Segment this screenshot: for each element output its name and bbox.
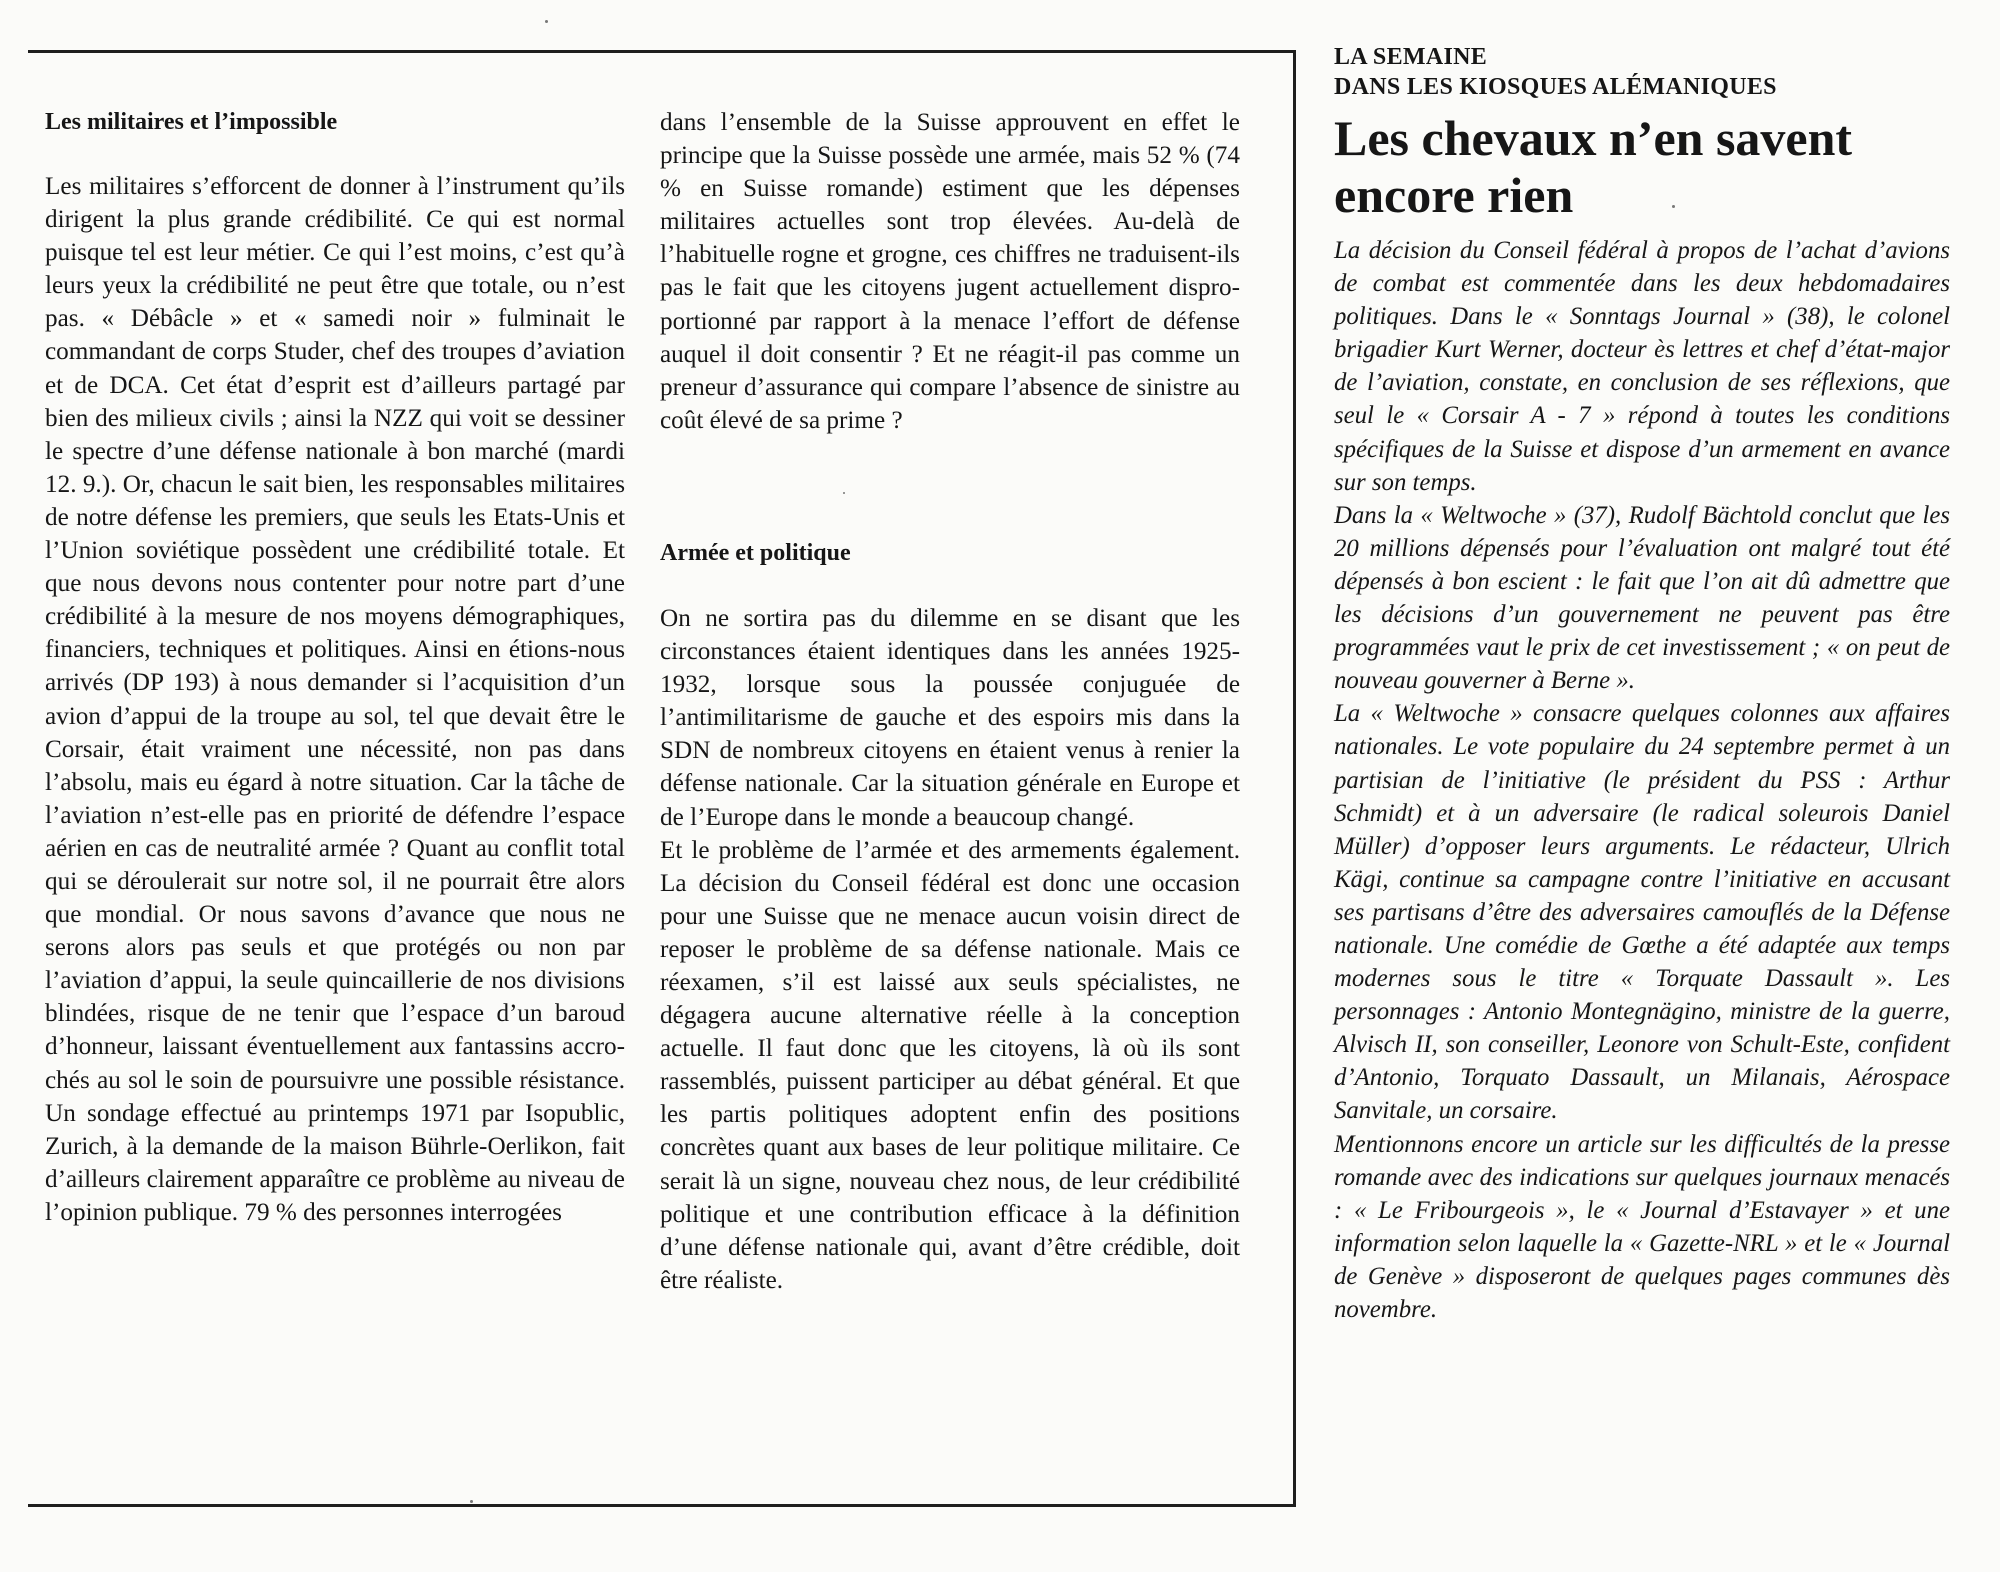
kicker-line-1: LA SEMAINE <box>1334 44 1488 70</box>
article-headline: Les chevaux n’en savent encore rien <box>1334 110 1853 223</box>
column-2-text-2: On ne sortira pas du dilemme en se disant que les circonstances étaient identiques dans les années 1925-1932, lorsque sous la poussée conjuguée de l’antimilitarisme de gauche et des espoirs mis dans la SDN de nombreux citoyens en étaient venus à renier la défense nationale. Car la situation générale en Europe et de l’Europe dans le monde a beaucoup changé. <box>660 604 1240 831</box>
kiosques-article <box>1334 42 1950 1326</box>
scan-speck <box>843 492 845 494</box>
subhead-militaires: Les militaires et l’impossible <box>45 109 338 135</box>
paragraph-1: La décision du Conseil fédéral à propos de l’achat d’avions de combat est commentée dans les deux hebdomadaires politiques. Dans le « Sonntags Journal » (38), le colonel brigadier Kurt Werner, docteur ès lettres et chef d’état-major de l’aviation, constate, en conclusion de ses réflexions, que seul le « Corsair A - 7 » répond à toutes les conditions spécifiques de la Suisse et dispose d’un armement en avance sur son temps. <box>1334 237 1950 496</box>
column-1-text: Les militaires s’efforcent de donner à l’instrument qu’ils dirigent la plus grande crédibilité. Ce qui est normal puisque tel est leur métier. Ce qui l’est moins, c’est qu’à leurs yeux la crédibilité ne peut être que totale, ou n’est pas. « Débâcle » et « samedi noir » fulminait le commandant de corps Studer, chef des troupes d’aviation et de DCA. Cet état d’esprit est d’ailleurs partagé par bien des milieux civils ; ainsi la NZZ qui voit se dessiner le spectre d’une défense nationale à bon marché (mardi 12. 9.). Or, chacun le sait bien, les responsables militaires de notre défense les premiers, que seuls les Etats-Unis et l’Union soviétique possèdent une crédibilité totale. Et que nous devons nous contenter pour notre part d’une crédibilité à la mesure de nos moyens démographiques, financiers, techniques et politiques. Ainsi en étions-nous arrivés (DP 193) à nous demander si l’acquisition d’un avion d’appui de la troupe au sol, tel que devait être le Corsair, était vraiment une nécessité, non pas dans l’absolu, mais eu égard à notre situation. Car la tâche de l’aviation n’est-elle pas en priorité de défendre l’espace aérien en cas de neutralité armée ? Quant au conflit total qui se déroulerait sur notre sol, il ne pourrait être alors que mondial. Or nous savons d’avance que nous ne serons alors pas seuls et que protégés ou non par l’aviation d’appui, la seule quincaillerie de nos divisions blindées, risque de ne tenir que l’espace d’un baroud d’honneur, laissant éventuellement aux fantassins accrochés au sol le soin de poursuivre une possible résistance. Un sondage effectué au printemps 1971 par Isopublic, Zurich, à la demande de la maison Bührle-Oerlikon, fait d’ailleurs clairement apparaître ce problème au niveau de l’opinion publique. 79 % des personnes interrogées <box>45 173 625 1226</box>
column-2-text-1: dans l’ensemble de la Suisse approuvent en effet le principe que la Suisse possède une armée, mais 52 % (74 % en Suisse romande) estiment que les dépenses militaires actuelles sont trop élevées. Au-delà de l’habituelle rogne et grogne, ces chiffres ne traduisent-ils pas le fait que les citoyens jugent actuellement disproportionné par rapport à la menace l’effort de défense auquel il doit consentir ? Et ne réagit-il pas comme un preneur d’assurance qui compare l’absence de sinistre au coût élevé de sa prime ? <box>660 109 1240 434</box>
scan-speck <box>470 1500 473 1503</box>
boxed-article <box>28 50 1296 1507</box>
scan-speck <box>545 20 548 23</box>
paragraph-2: Dans la « Weltwoche » (37), Rudolf Bächtold conclut que les 20 millions dépensés pour l’évaluation ont malgré tout été dépensés à bon escient : le fait que l’on ait dû admettre que les décisions d’un gouvernement ne peuvent pas être programmées vaut le prix de cet investissement ; « on peut de nouveau gouverner à Berne ». <box>1334 501 1950 695</box>
column-2-text-3: Et le problème de l’armée et des armements également. La décision du Conseil fédéral est donc une occasion pour une Suisse que ne menace aucun voisin direct de reposer le problème de sa défense nationale. Mais ce réexamen, s’il est laissé aux seuls spécialistes, ne dégagera aucune alternative réelle à la conception actuelle. Il faut donc que les citoyens, là où ils sont rassemblés, puissent participer au débat général. Et que les partis politiques adoptent enfin des positions concrètes quant aux bases de leur politique militaire. Ce serait là un signe, nouveau chez nous, de leur crédibilité politique et une contribution efficace à la définition d’une défense nationale qui, avant d’être crédible, doit être réaliste. <box>660 836 1240 1294</box>
paragraph-4: Mentionnons encore un article sur les difficultés de la presse romande avec des indications sur quelques journaux menacés : « Le Fribourgeois », le « Journal d’Estavayer » et une information selon laquelle la « Gazette-NRL » et le « Journal de Genève » disposeront de quelques pages communes dès novembre. <box>1334 1130 1950 1323</box>
scan-speck <box>1672 205 1675 208</box>
article-column-1 <box>45 106 625 1229</box>
kicker-line-2: DANS LES KIOSQUES ALÉMANIQUES <box>1334 74 1777 100</box>
paragraph-3: La « Weltwoche » consacre quelques colonnes aux affaires nationales. Le vote populaire du 24 septembre permet à un partisian de l’initiative (le président du PSS : Arthur Schmidt) et à un adversaire (le radical soleurois Daniel Müller) d’opposer leurs arguments. Le rédacteur, Ulrich Kägi, continue sa campagne contre l’initiative en accusant ses partisans d’être des adversaires camouflés de la Défense nationale. Une comédie de Gœthe a été adaptée aux temps modernes sous le titre « Torquate Dassault ». Les personnages : Antonio Montegnägino, ministre de la guerre, Alvisch II, son conseiller, Leonore von Schult-Este, confident d’Antonio, Torquato Dassault, un Milanais, Aérospace Sanvitale, un corsaire. <box>1334 700 1950 1125</box>
article-column-2 <box>660 106 1240 1297</box>
subhead-armee-politique: Armée et politique <box>660 539 851 566</box>
article-body-italic <box>1334 234 1950 1326</box>
section-kicker <box>1334 42 1950 102</box>
